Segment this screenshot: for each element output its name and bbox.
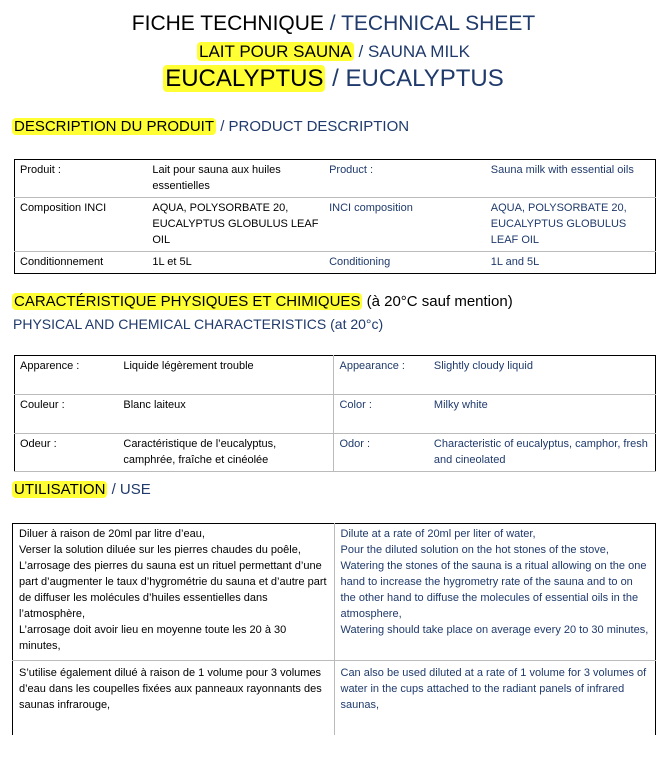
scent-line [0,64,667,94]
inci-value-en: AQUA, POLYSORBATE 20, EUCALYPTUS GLOBULUS LEAF OIL [486,198,656,252]
title-fr: FICHE TECHNIQUE [131,12,324,35]
product-value-en: Sauna milk with essential oils [486,160,656,198]
description-table [14,159,656,274]
appearance-value-fr: Liquide légèrement trouble [118,356,334,395]
description-heading-sep: / [220,118,225,135]
scent-en: EUCALYPTUS [345,65,504,92]
description-heading-fr: DESCRIPTION DU PRODUIT [14,118,215,135]
usage-heading [12,480,151,500]
usage-fr-line: Verser la solution diluée sur les pierres chaudes du poêle, [19,544,301,556]
usage-heading-en: USE [119,481,151,498]
color-value-fr: Blanc laiteux [118,395,334,434]
usage-en-line: Dilute at a rate of 20ml per liter of water, [340,528,536,540]
usage-en-line: Watering should take place on average every 20 to 30 minutes, [340,624,649,636]
title-line [0,11,667,37]
usage-table [12,523,656,735]
description-heading [12,117,409,137]
table-row [15,198,656,252]
usage-en-cell [334,661,656,736]
usage-fr-cell [13,661,335,736]
color-label-en: Color : [334,395,429,434]
product-separator: / [358,42,364,61]
conditioning-label-en: Conditioning [329,256,391,268]
product-value-fr: Lait pour sauna aux huiles essentielles [147,160,324,198]
usage-fr-cell [13,524,335,661]
product-label-en: Product : [324,160,486,198]
usage-en-line: Pour the diluted solution on the hot stones of the stove, [340,544,609,556]
characteristics-heading-note: (à 20°C sauf mention) [362,293,513,310]
usage-heading-sep: / [111,481,116,498]
title-en: TECHNICAL SHEET [341,12,536,35]
color-value-en: Milky white [429,395,656,434]
characteristics-heading-en: PHYSICAL AND CHEMICAL CHARACTERISTICS (at 20°c) [13,316,384,332]
odor-label-en: Odor : [334,434,429,472]
conditioning-value-en: 1L and 5L [490,256,540,268]
inci-label-fr: Composition INCI [15,198,148,252]
odor-value-fr: Caractéristique de l’eucalyptus, camphrée, fraîche et cinéolée [118,434,334,472]
inci-value-fr: AQUA, POLYSORBATE 20, EUCALYPTUS GLOBULUS LEAF OIL [147,198,324,252]
usage-heading-fr: UTILISATION [14,481,106,498]
table-row [13,524,656,661]
product-label-fr: Produit : [15,160,148,198]
appearance-label-en: Appearance : [334,356,429,395]
odor-value-en: Characteristic of eucalyptus, camphor, fresh and cineolated [429,434,656,472]
characteristics-heading [12,292,513,312]
color-label-fr: Couleur : [15,395,119,434]
usage-fr-line: S’utilise également dilué à raison de 1 volume pour 3 volumes d’eau dans les coupelles fixées aux panneaux rayonnants des saunas infrarouge, [19,667,322,711]
usage-en-cell [334,524,656,661]
scent-separator: / [332,65,339,92]
table-row [15,356,656,395]
conditioning-label-fr: Conditionnement [20,256,104,268]
title-separator: / [329,12,336,35]
usage-en-line: Watering the stones of the sauna is a ritual allowing on the one hand to increase the hygrometry rate of the sauna and to on the other hand to diffuse the molecules of essential oils in the atmosphere, [340,560,647,620]
inci-label-en: INCI composition [324,198,486,252]
usage-fr-line: L’arrosage doit avoir lieu en moyenne toute les 20 à 30 minutes, [19,624,287,652]
product-line [0,41,667,63]
usage-en-line: Can also be used diluted at a rate of 1 volume for 3 volumes of water in the cups attached to the radiant panels of infrared saunas, [340,667,647,711]
product-fr: LAIT POUR SAUNA [199,42,352,61]
table-row [15,252,656,274]
usage-fr-line: L’arrosage des pierres du sauna est un rituel permettant d’une part d’augmenter le taux d’hygrométrie du sauna et d’autre part de diffuser les molécules d’huiles essentielles dans l’atmosphère, [19,560,327,620]
table-row [15,434,656,472]
product-en: SAUNA MILK [367,42,470,61]
table-row [15,160,656,198]
characteristics-table [14,355,656,472]
appearance-label-fr: Apparence : [15,356,119,395]
usage-fr-line: Diluer à raison de 20ml par litre d’eau, [19,528,205,540]
characteristics-heading-fr: CARACTÉRISTIQUE PHYSIQUES ET CHIMIQUES [14,293,361,310]
description-heading-en: PRODUCT DESCRIPTION [228,118,410,135]
conditioning-value-fr: 1L et 5L [152,256,192,268]
appearance-value-en: Slightly cloudy liquid [429,356,656,395]
table-row [13,661,656,736]
odor-label-fr: Odeur : [15,434,119,472]
table-row [15,395,656,434]
scent-fr: EUCALYPTUS [165,65,324,92]
